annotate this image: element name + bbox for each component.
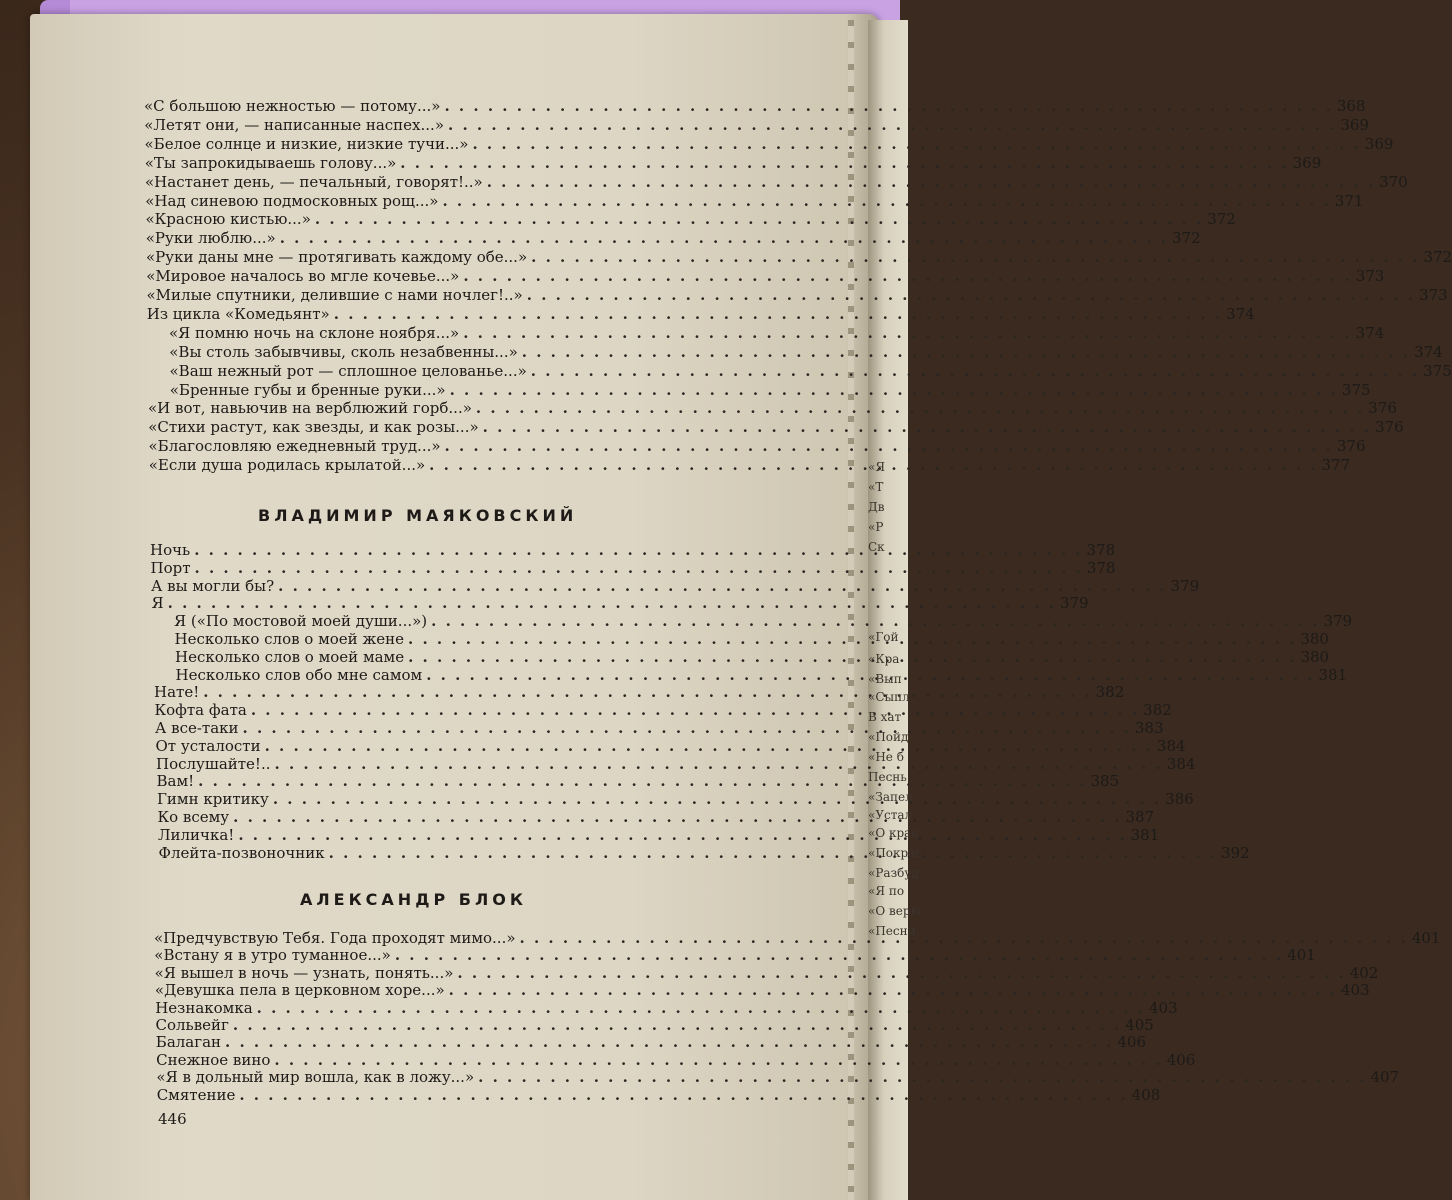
toc-entry-page: 383 (1134, 719, 1164, 737)
toc-entry-page: 371 (1334, 191, 1364, 210)
leader-dots (445, 436, 1333, 456)
toc-entry-page: 403 (1341, 981, 1370, 1000)
toc-entry-page: 401 (1411, 929, 1441, 947)
leader-dots (472, 134, 1360, 154)
toc-entry-title: «Над синевою подмосковных рощ...» (145, 191, 439, 210)
toc-entry-page: 374 (1355, 323, 1385, 342)
toc-entry-title: А все-таки (155, 719, 239, 737)
section-heading: АЛЕКСАНДР БЛОК (300, 890, 527, 909)
toc-entry-page: 382 (1143, 701, 1172, 720)
toc-entry (145, 191, 1364, 211)
toc-entry-title: «Стихи растут, как звезды, и как розы...» (148, 418, 479, 437)
next-page-fragment: «Я (868, 460, 886, 474)
toc-entry (169, 380, 1371, 400)
leader-dots (444, 96, 1332, 116)
toc-entry-page: 369 (1292, 153, 1322, 172)
toc-entry (145, 209, 1236, 229)
toc-entry-page: 379 (1059, 594, 1089, 613)
toc-entry-title: Сольвейг (155, 1016, 229, 1034)
toc-entry-page: 372 (1423, 248, 1452, 267)
toc-entry-title: Несколько слов обо мне самом (175, 665, 423, 684)
toc-entry-page: 372 (1207, 210, 1236, 229)
toc-entry-page: 380 (1300, 630, 1329, 648)
toc-entry-title: Лиличка! (158, 825, 235, 844)
toc-entry-title: «Летят они, — написанные наспех...» (144, 115, 444, 134)
next-page-fragment: «Гой (868, 630, 899, 644)
toc-entry-title: Несколько слов о моей жене (174, 630, 404, 648)
toc-entry-page: 373 (1355, 267, 1385, 286)
toc-entry-title: Ко всему (157, 808, 230, 826)
toc-entry-page: 376 (1374, 418, 1404, 437)
toc-entry-title: «Руки даны мне — протягивать каждому обе...» (146, 248, 528, 267)
toc-entry-page: 392 (1221, 843, 1250, 862)
toc-entry (146, 266, 1385, 286)
toc-entry-title: «Мировое началось во мгле кочевье...» (146, 267, 460, 286)
toc-entry-page: 407 (1370, 1068, 1400, 1087)
toc-entry-page: 403 (1149, 998, 1178, 1017)
toc-entry-title: Несколько слов о моей маме (175, 647, 405, 666)
toc-entry-title: «Милые спутники, делившие с нами ночлег!..» (146, 286, 523, 304)
toc-entry-page: 370 (1379, 172, 1408, 191)
toc-entry-title: «Я в дольный мир вошла, как в ложу...» (156, 1068, 475, 1087)
toc-entry-page: 401 (1287, 946, 1316, 965)
next-page-fragment: «Разбуд (868, 866, 919, 880)
toc-entry-page: 384 (1156, 736, 1186, 755)
toc-entry (144, 96, 1366, 116)
toc-entry-page: 377 (1321, 456, 1351, 475)
next-page-fragment: «Т (868, 480, 884, 494)
toc-entry (148, 417, 1404, 437)
next-page-fragment: «Запел (868, 790, 913, 804)
toc-entry-title: «Вы столь забывчивы, сколь незабвенны...» (169, 342, 518, 361)
next-page-fragment: «Р (868, 520, 884, 534)
leader-dots (483, 417, 1371, 437)
toc-entry (156, 1085, 1161, 1105)
toc-entry (144, 115, 1369, 135)
toc-entry (145, 172, 1408, 192)
toc-entry-page: 405 (1125, 1016, 1154, 1034)
toc-entry-page: 402 (1349, 963, 1379, 982)
toc-entry-page: 386 (1165, 790, 1194, 809)
leader-dots (329, 843, 1217, 863)
toc-entry-title: «Красною кистью...» (145, 210, 311, 229)
toc-entry-page: 408 (1131, 1085, 1161, 1104)
toc-entry-title: Нате! (154, 683, 200, 702)
toc-entry-page: 387 (1125, 808, 1155, 826)
toc-entry-page: 381 (1130, 825, 1160, 844)
next-page-fragment: «Покрас (868, 846, 923, 860)
leader-dots (442, 191, 1330, 211)
toc-entry (169, 361, 1452, 381)
toc-entry-title: Флейта-позвоночник (158, 843, 325, 862)
toc-entry-title: «Я вышел в ночь — узнать, понять...» (154, 963, 454, 982)
toc-entry (169, 323, 1385, 343)
toc-entry (148, 436, 1366, 456)
next-page-fragment: Ск (868, 540, 885, 554)
next-page-fragment: В хат (868, 710, 902, 724)
toc-entry-page: 373 (1419, 286, 1448, 304)
leader-dots (463, 323, 1351, 343)
next-page-fragment: Дв (868, 500, 885, 514)
toc-entry-title: Из цикла «Комедьянт» (146, 304, 330, 323)
next-page-fragment: «О верю (868, 904, 921, 918)
next-page-fragment: «Не б (868, 750, 904, 764)
toc-entry-title: «Предчувствую Тебя. Года проходят мимо...» (154, 929, 516, 947)
toc-entry-title: «Я помню ночь на склоне ноября...» (169, 323, 460, 342)
toc-entry-title: Вам! (156, 772, 195, 791)
toc-entry-title: Незнакомка (155, 998, 253, 1017)
toc-entry-title: Смятение (156, 1085, 236, 1104)
toc-entry-page: 379 (1323, 612, 1353, 631)
toc-entry (169, 342, 1443, 362)
toc-entry (144, 134, 1394, 154)
toc-entry-title: «Девушка пела в церковном хоре...» (154, 981, 445, 1000)
leader-dots (280, 228, 1168, 248)
toc-entry-page: 379 (1170, 576, 1200, 595)
toc-entry-page: 376 (1368, 399, 1397, 418)
leader-dots (531, 247, 1419, 267)
toc-entry-page: 372 (1172, 229, 1201, 248)
leader-dots (527, 285, 1415, 305)
toc-entry-page: 384 (1166, 754, 1196, 773)
next-page-fragment: «Кра (868, 652, 900, 666)
leader-dots (239, 1085, 1127, 1105)
toc-entry-title: «Ваш нежный рот — сплошное целованье...» (169, 361, 527, 380)
toc-entry-title: «Благословляю ежедневный труд...» (148, 437, 441, 456)
leader-dots (463, 266, 1351, 286)
toc-entry-page: 406 (1117, 1033, 1147, 1052)
next-page-fragment: Песнь (868, 770, 907, 784)
toc-entry-title: Порт (150, 558, 191, 577)
toc-entry (148, 398, 1397, 418)
toc-entry-page: 380 (1300, 647, 1330, 666)
next-page-fragment: «Сыпл (868, 690, 910, 704)
toc-entry-title: «Руки люблю...» (145, 229, 276, 248)
leader-dots (334, 304, 1222, 324)
toc-entry-title: «Бренные губы и бренные руки...» (169, 380, 446, 399)
next-page-fragment: «Вып (868, 672, 902, 686)
toc-entry-page: 406 (1166, 1050, 1196, 1069)
toc-entry-page: 375 (1423, 361, 1452, 380)
leader-dots (487, 172, 1375, 192)
next-page-fragment: «Песни, (868, 924, 920, 938)
toc-entry-title: Я («По мостовой моей души...») (174, 612, 428, 631)
toc-entry-title: «Ты запрокидываешь голову...» (144, 153, 397, 172)
toc-entry (146, 285, 1448, 305)
leader-dots (400, 153, 1288, 173)
toc-entry-title: «Встану я в утро туманное...» (154, 946, 391, 965)
toc-entry-title: Послушайте!.. (156, 754, 271, 773)
toc-entry-title: Снежное вино (156, 1050, 271, 1069)
toc-entry-title: Кофта фата (154, 701, 247, 720)
toc-entry-page: 381 (1318, 665, 1348, 684)
toc-entry-page: 375 (1341, 380, 1371, 399)
toc-entry-page: 374 (1226, 304, 1255, 323)
leader-dots (315, 209, 1203, 229)
toc-entry (144, 153, 1322, 173)
toc-entry (148, 455, 1351, 475)
section-heading: ВЛАДИМИР МАЯКОВСКИЙ (258, 506, 578, 525)
toc-entry-title: «Настанет день, — печальный, говорят!..» (145, 172, 483, 191)
next-page-fragment: «Устал (868, 808, 913, 822)
toc-entry-title: «Если душа родилась крылатой...» (148, 456, 426, 475)
toc-entry-page: 378 (1086, 558, 1116, 577)
next-page-fragment: «Пойд (868, 730, 909, 744)
toc-entry-page: 369 (1364, 134, 1394, 153)
toc-entry (145, 228, 1201, 248)
toc-entry-title: «Белое солнце и низкие, низкие тучи...» (144, 134, 469, 153)
leader-dots (476, 398, 1364, 418)
leader-dots (531, 361, 1419, 381)
next-page-fragment: «О крас (868, 826, 919, 840)
toc-entry-title: Гимн критику (157, 790, 269, 809)
next-page-fragment: «Я по (868, 884, 905, 898)
toc-entry-title: А вы могли бы? (151, 576, 275, 595)
toc-entry-title: «С большою нежностью — потому...» (144, 97, 441, 115)
toc-entry-title: Я (151, 594, 164, 613)
toc-entry-title: «И вот, навьючив на верблюжий горб...» (148, 399, 472, 418)
toc-entry (146, 247, 1452, 267)
toc-entry-title: Ночь (150, 541, 191, 559)
toc-entry-page: 382 (1095, 683, 1125, 702)
toc-entry-title: Балаган (155, 1033, 222, 1052)
toc-entry-page: 374 (1414, 342, 1443, 361)
toc-entry (146, 304, 1255, 324)
leader-dots (448, 115, 1336, 135)
toc-entry-page: 378 (1086, 541, 1116, 559)
toc-entry-page: 369 (1340, 115, 1369, 134)
toc-entry-page: 368 (1336, 97, 1366, 115)
toc-entry-page: 376 (1336, 437, 1366, 456)
toc-entry-page: 385 (1090, 772, 1120, 791)
leader-dots (450, 380, 1338, 400)
toc-entry-title: От усталости (155, 736, 261, 755)
page-number: 446 (158, 1110, 187, 1128)
leader-dots (522, 342, 1410, 362)
